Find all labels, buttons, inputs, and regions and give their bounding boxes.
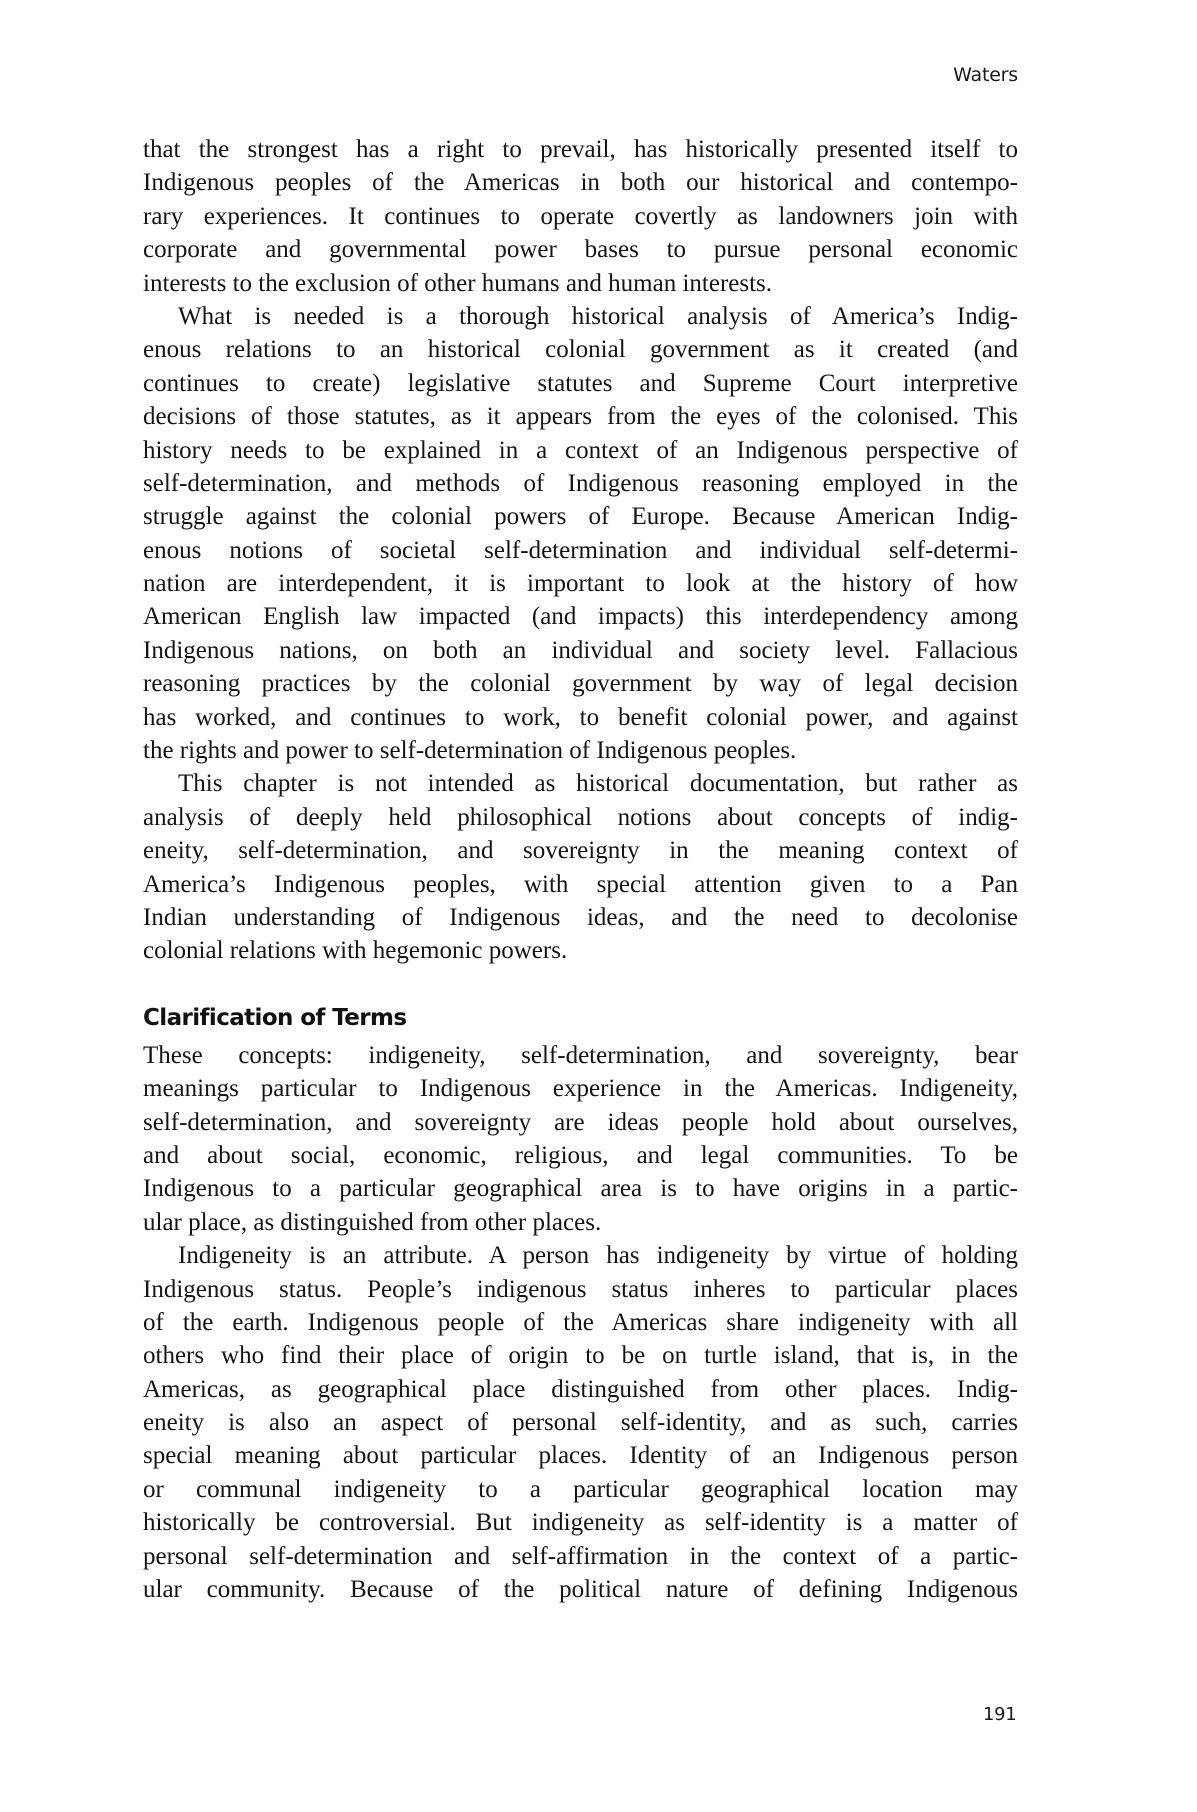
text-line: Americas, as geographical place distinguished from other places. Indig- — [143, 1375, 1018, 1403]
body-section-before-heading — [143, 133, 1018, 968]
paragraph — [143, 1239, 1018, 1606]
text-line: This chapter is not intended as historical documentation, but rather as — [178, 770, 1018, 798]
text-line: American English law impacted (and impacts) this interdependency among — [143, 603, 1018, 631]
text-line: historically be controversial. But indigeneity as self-identity is a matter of — [143, 1509, 1018, 1537]
text-line: These concepts: indigeneity, self-determination, and sovereignty, bear — [143, 1041, 1018, 1069]
text-line: enous relations to an historical colonial government as it created (and — [143, 336, 1018, 364]
text-line: Indigenous status. People’s indigenous status inheres to particular places — [143, 1275, 1018, 1303]
text-line: reasoning practices by the colonial government by way of legal decision — [143, 670, 1018, 698]
text-line: meanings particular to Indigenous experience in the Americas. Indigeneity, — [143, 1075, 1018, 1103]
text-line: and about social, economic, religious, and legal communities. To be — [143, 1141, 1018, 1169]
text-line: struggle against the colonial powers of Europe. Because American Indig- — [143, 503, 1018, 531]
text-line: eneity, self-determination, and sovereignty in the meaning context of — [143, 837, 1018, 865]
text-line: ular place, as distinguished from other places. — [143, 1208, 602, 1236]
text-line: Indian understanding of Indigenous ideas, and the need to decolonise — [143, 903, 1018, 931]
paragraph — [143, 133, 1018, 300]
text-line: or communal indigeneity to a particular geographical location may — [143, 1475, 1018, 1503]
paragraph — [143, 1039, 1018, 1239]
paragraph — [143, 300, 1018, 767]
text-line: interests to the exclusion of other humans and human interests. — [143, 269, 773, 297]
text-line: Indigeneity is an attribute. A person has indigeneity by virtue of holding — [178, 1242, 1018, 1270]
text-line: colonial relations with hegemonic powers. — [143, 937, 568, 965]
text-line: enous notions of societal self-determination and individual self-determi- — [143, 536, 1018, 564]
text-line: America’s Indigenous peoples, with special attention given to a Pan — [143, 870, 1018, 898]
text-line: eneity is also an aspect of personal self-identity, and as such, carries — [143, 1409, 1018, 1437]
text-line: history needs to be explained in a context of an Indigenous perspective of — [143, 436, 1018, 464]
text-line: Indigenous nations, on both an individual and society level. Fallacious — [143, 636, 1018, 664]
text-line: Indigenous to a particular geographical area is to have origins in a partic- — [143, 1175, 1018, 1203]
text-line: has worked, and continues to work, to benefit colonial power, and against — [143, 703, 1018, 731]
text-line: self-determination, and methods of Indigenous reasoning employed in the — [143, 469, 1018, 497]
text-line: that the strongest has a right to prevail, has historically presented itself to — [143, 136, 1018, 163]
text-line: ular community. Because of the political nature of defining Indigenous — [143, 1576, 1018, 1604]
text-line: Indigenous peoples of the Americas in both our historical and contempo- — [143, 169, 1018, 197]
text-line: analysis of deeply held philosophical notions about concepts of indig- — [143, 803, 1018, 831]
text-line: personal self-determination and self-affirmation in the context of a partic- — [143, 1542, 1018, 1570]
section-heading: Clarification of Terms — [143, 1004, 407, 1031]
text-line: continues to create) legislative statutes and Supreme Court interpretive — [143, 369, 1018, 397]
text-line: self-determination, and sovereignty are ideas people hold about ourselves, — [143, 1108, 1018, 1136]
text-line: others who find their place of origin to be on turtle island, that is, in the — [143, 1342, 1018, 1370]
text-line: the rights and power to self-determination of Indigenous peoples. — [143, 737, 797, 765]
text-line: corporate and governmental power bases to pursue personal economic — [143, 236, 1018, 264]
text-line: special meaning about particular places. Identity of an Indigenous person — [143, 1442, 1018, 1470]
page-number: 191 — [983, 1704, 1017, 1725]
running-head: Waters — [953, 64, 1018, 86]
text-line: rary experiences. It continues to operate covertly as landowners join with — [143, 202, 1018, 230]
text-line: decisions of those statutes, as it appears from the eyes of the colonised. This — [143, 403, 1018, 431]
paragraph — [143, 767, 1018, 967]
text-line: What is needed is a thorough historical analysis of America’s Indig- — [178, 302, 1018, 330]
text-line: of the earth. Indigenous people of the Americas share indigeneity with all — [143, 1308, 1018, 1336]
page-body — [143, 133, 1018, 1606]
body-section-after-heading — [143, 1039, 1018, 1607]
text-line: nation are interdependent, it is important to look at the history of how — [143, 570, 1018, 598]
